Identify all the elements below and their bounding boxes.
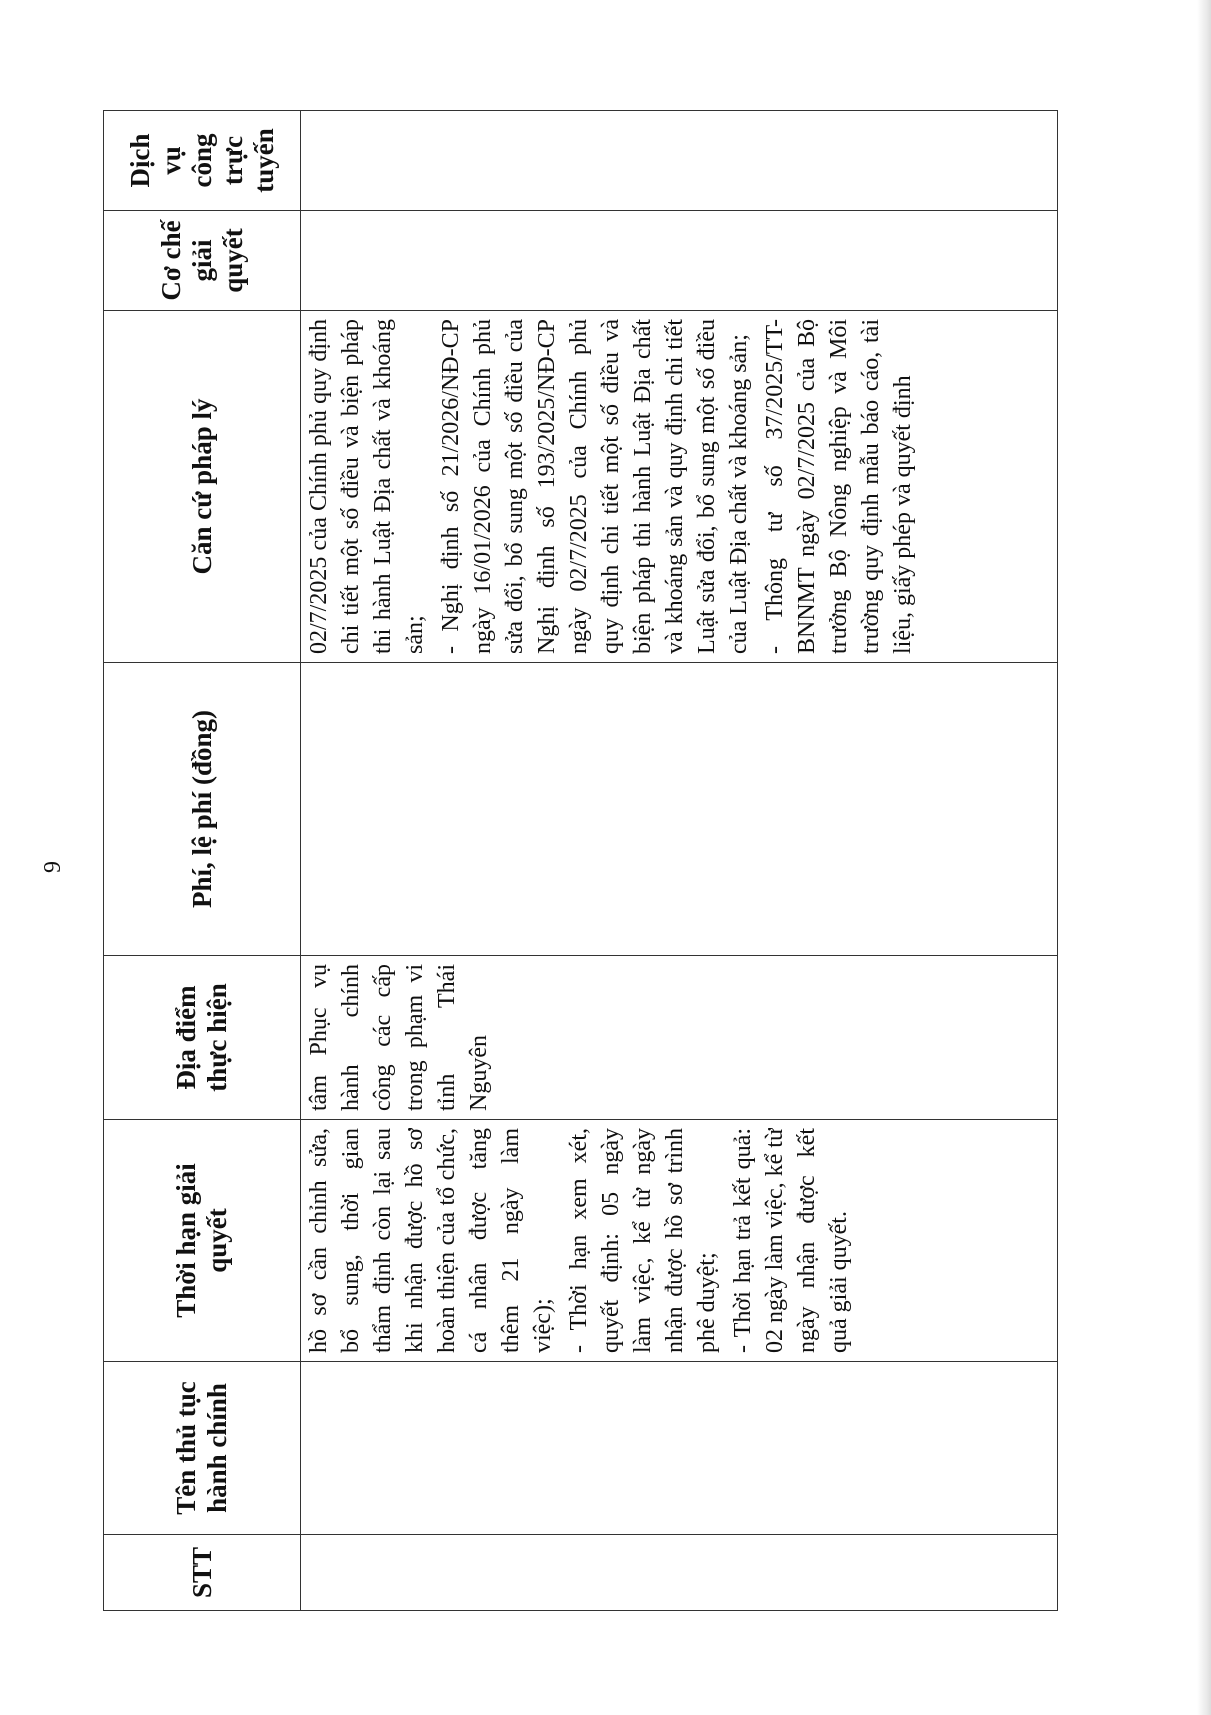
- header-can-cu-phap-ly: Căn cứ pháp lý: [104, 311, 301, 663]
- cell-thoi-han: [301, 1120, 1058, 1362]
- can-cu-para-1: 02/7/2025 của Chính phủ quy định chi tiết một số điều và biện pháp thi hành Luật Địa chất và khoáng sản;: [306, 319, 428, 654]
- cell-phi-le-phi: [301, 663, 1058, 956]
- header-row: [104, 111, 301, 1611]
- thoi-han-para-2: - Thời hạn xem xét, quyết định: 05 ngày làm việc, kể từ ngày nhận được hồ sơ trình phê duyệt;: [566, 1128, 720, 1353]
- header-co-che: Cơ chế giải quyết: [104, 211, 301, 311]
- cell-can-cu-phap-ly: [301, 311, 1058, 663]
- table-row: [301, 111, 1058, 1611]
- cell-co-che: [301, 211, 1058, 311]
- cell-ten-thu-tuc: [301, 1362, 1058, 1535]
- header-ten-thu-tuc: Tên thủ tục hành chính: [104, 1362, 301, 1535]
- procedure-table: [103, 110, 1058, 1611]
- header-dia-diem: Địa điểm thực hiện: [104, 956, 301, 1120]
- cell-dich-vu: [301, 111, 1058, 211]
- header-phi-le-phi: Phí, lệ phí (đồng): [104, 663, 301, 956]
- cell-dia-diem: [301, 956, 1058, 1120]
- can-cu-para-2: - Nghị định số 21/2026/NĐ-CP ngày 16/01/2026 của Chính phủ sửa đổi, bổ sung một số điều của Nghị định số 193/2025/NĐ-CP ngày 02/7/2025 của Chính phủ quy định chi tiết một số điều và biện pháp thi hành Luật Địa chất và khoáng sản và quy định chi tiết Luật sửa đổi, bổ sung một số điều của Luật Địa chất và khoáng sản;: [438, 319, 752, 654]
- page-number: 9: [40, 861, 66, 873]
- can-cu-para-3: - Thông tư số 37/2025/TT-BNNMT ngày 02/7/2025 của Bộ trưởng Bộ Nông nghiệp và Môi trường quy định mẫu báo cáo, tài liệu, giấy phép và quyết định: [762, 319, 916, 654]
- rotated-table-container: [103, 111, 1051, 1611]
- dia-diem-text: tâm Phục vụ hành chính công các cấp trong phạm vi tỉnh Thái Nguyên: [306, 964, 492, 1111]
- page-edge-shadow: [1197, 0, 1211, 1715]
- thoi-han-para-1: hồ sơ cần chỉnh sửa, bổ sung, thời gian thẩm định còn lại sau khi nhận được hồ sơ hoàn thiện của tổ chức, cá nhân được tăng thêm 21 ngày làm việc);: [306, 1128, 556, 1353]
- header-stt: STT: [104, 1535, 301, 1611]
- cell-stt: [301, 1535, 1058, 1611]
- header-dich-vu: Dịch vụ công trực tuyến: [104, 111, 301, 211]
- thoi-han-para-3: - Thời hạn trả kết quả: 02 ngày làm việc, kể từ ngày nhận được kết quả giải quyết.: [730, 1128, 852, 1353]
- header-thoi-han: Thời hạn giải quyết: [104, 1120, 301, 1362]
